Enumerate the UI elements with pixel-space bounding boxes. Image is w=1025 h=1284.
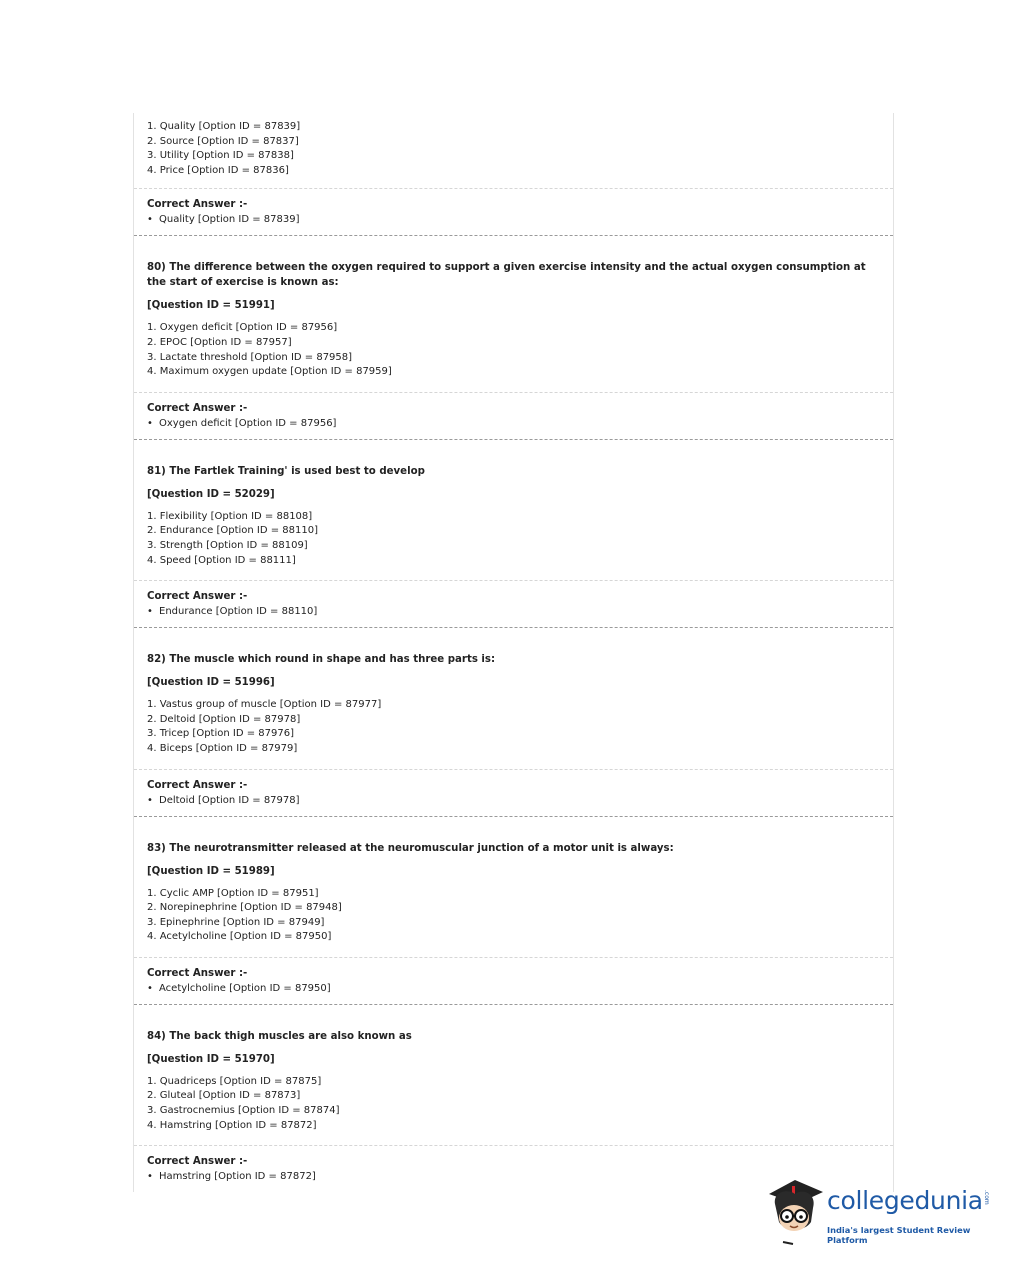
option-list bbox=[147, 311, 880, 391]
bullet-icon: • bbox=[147, 214, 153, 226]
option-item: 4. Biceps [Option ID = 87979] bbox=[147, 742, 298, 754]
correct-answer-value: Hamstring [Option ID = 87872] bbox=[159, 1171, 316, 1183]
option-item: 1. Flexibility [Option ID = 88108] bbox=[147, 510, 313, 522]
option-list bbox=[147, 877, 880, 957]
correct-answer-box bbox=[134, 769, 893, 816]
option-item: 1. Quadriceps [Option ID = 87875] bbox=[147, 1075, 322, 1087]
correct-answer-label: Correct Answer :- bbox=[147, 1156, 248, 1168]
correct-answer-line bbox=[147, 416, 880, 431]
mascot-icon bbox=[765, 1178, 825, 1248]
option-item: 3. Gastrocnemius [Option ID = 87874] bbox=[147, 1105, 340, 1117]
correct-answer-label: Correct Answer :- bbox=[147, 402, 248, 414]
question-id: [Question ID = 51996] bbox=[147, 677, 275, 689]
correct-answer-line bbox=[147, 793, 880, 808]
option-item: 2. EPOC [Option ID = 87957] bbox=[147, 336, 292, 348]
option-item: 1. Oxygen deficit [Option ID = 87956] bbox=[147, 322, 338, 334]
option-item: 4. Maximum oxygen update [Option ID = 87959] bbox=[147, 366, 392, 378]
question-id: [Question ID = 51970] bbox=[147, 1053, 275, 1065]
question-text: 83) The neurotransmitter released at the neuromuscular junction of a motor unit is always: bbox=[147, 842, 674, 854]
question-block bbox=[134, 817, 893, 957]
correct-answer-line bbox=[147, 604, 880, 619]
option-list bbox=[147, 1065, 880, 1145]
option-item: 4. Price [Option ID = 87836] bbox=[147, 164, 289, 176]
option-item: 4. Hamstring [Option ID = 87872] bbox=[147, 1119, 317, 1131]
logo-wordmark: collegedunia bbox=[827, 1186, 983, 1215]
option-item: 3. Strength [Option ID = 88109] bbox=[147, 539, 308, 551]
option-item: 1. Vastus group of muscle [Option ID = 87977] bbox=[147, 699, 382, 711]
correct-answer-box bbox=[134, 580, 893, 627]
correct-answer-value: Endurance [Option ID = 88110] bbox=[159, 606, 318, 618]
option-list bbox=[147, 688, 880, 768]
correct-answer-value: Oxygen deficit [Option ID = 87956] bbox=[159, 417, 337, 429]
correct-answer-value: Deltoid [Option ID = 87978] bbox=[159, 794, 300, 806]
correct-answer-box bbox=[134, 392, 893, 439]
bullet-icon: • bbox=[147, 982, 153, 994]
question-text: 80) The difference between the oxygen required to support a given exercise intensity and the actual oxygen consumption at the start of exercise is known as: bbox=[147, 262, 866, 289]
question-id: [Question ID = 51991] bbox=[147, 300, 275, 312]
question-id: [Question ID = 52029] bbox=[147, 488, 275, 500]
option-item: 4. Speed [Option ID = 88111] bbox=[147, 554, 296, 566]
correct-answer-label: Correct Answer :- bbox=[147, 199, 248, 211]
bullet-icon: • bbox=[147, 606, 153, 618]
correct-answer-line bbox=[147, 981, 880, 996]
correct-answer-box bbox=[134, 957, 893, 1004]
question-text: 82) The muscle which round in shape and has three parts is: bbox=[147, 654, 496, 666]
collegedunia-logo bbox=[765, 1178, 995, 1248]
bullet-icon: • bbox=[147, 417, 153, 429]
correct-answer-label: Correct Answer :- bbox=[147, 967, 248, 979]
option-item: 2. Endurance [Option ID = 88110] bbox=[147, 525, 319, 537]
option-item: 4. Acetylcholine [Option ID = 87950] bbox=[147, 931, 332, 943]
question-block bbox=[134, 1005, 893, 1145]
correct-answer-value: Quality [Option ID = 87839] bbox=[159, 214, 300, 226]
option-item: 2. Norepinephrine [Option ID = 87948] bbox=[147, 902, 342, 914]
option-item: 3. Tricep [Option ID = 87976] bbox=[147, 728, 294, 740]
option-item: 3. Lactate threshold [Option ID = 87958] bbox=[147, 351, 353, 363]
option-item: 1. Cyclic AMP [Option ID = 87951] bbox=[147, 887, 319, 899]
question-block bbox=[134, 440, 893, 580]
bullet-icon: • bbox=[147, 794, 153, 806]
question-block bbox=[134, 628, 893, 768]
option-list bbox=[134, 113, 893, 188]
correct-answer-label: Correct Answer :- bbox=[147, 591, 248, 603]
correct-answer-value: Acetylcholine [Option ID = 87950] bbox=[159, 982, 331, 994]
option-item: 2. Source [Option ID = 87837] bbox=[147, 135, 299, 147]
question-text: 84) The back thigh muscles are also known as bbox=[147, 1030, 412, 1042]
option-list bbox=[147, 500, 880, 580]
option-item: 3. Epinephrine [Option ID = 87949] bbox=[147, 916, 325, 928]
option-item: 1. Quality [Option ID = 87839] bbox=[147, 121, 301, 132]
logo-domain-suffix: .com bbox=[983, 1190, 990, 1205]
option-item: 2. Gluteal [Option ID = 87873] bbox=[147, 1090, 301, 1102]
correct-answer-box bbox=[134, 188, 893, 235]
logo-tagline: India's largest Student Review Platform bbox=[827, 1225, 971, 1245]
question-id: [Question ID = 51989] bbox=[147, 865, 275, 877]
question-block bbox=[134, 236, 893, 391]
option-item: 3. Utility [Option ID = 87838] bbox=[147, 150, 294, 162]
correct-answer-line bbox=[147, 212, 880, 227]
correct-answer-label: Correct Answer :- bbox=[147, 779, 248, 791]
question-text: 81) The Fartlek Training' is used best to develop bbox=[147, 465, 425, 477]
option-item: 2. Deltoid [Option ID = 87978] bbox=[147, 713, 301, 725]
bullet-icon: • bbox=[147, 1171, 153, 1183]
exam-sheet bbox=[133, 113, 894, 1192]
